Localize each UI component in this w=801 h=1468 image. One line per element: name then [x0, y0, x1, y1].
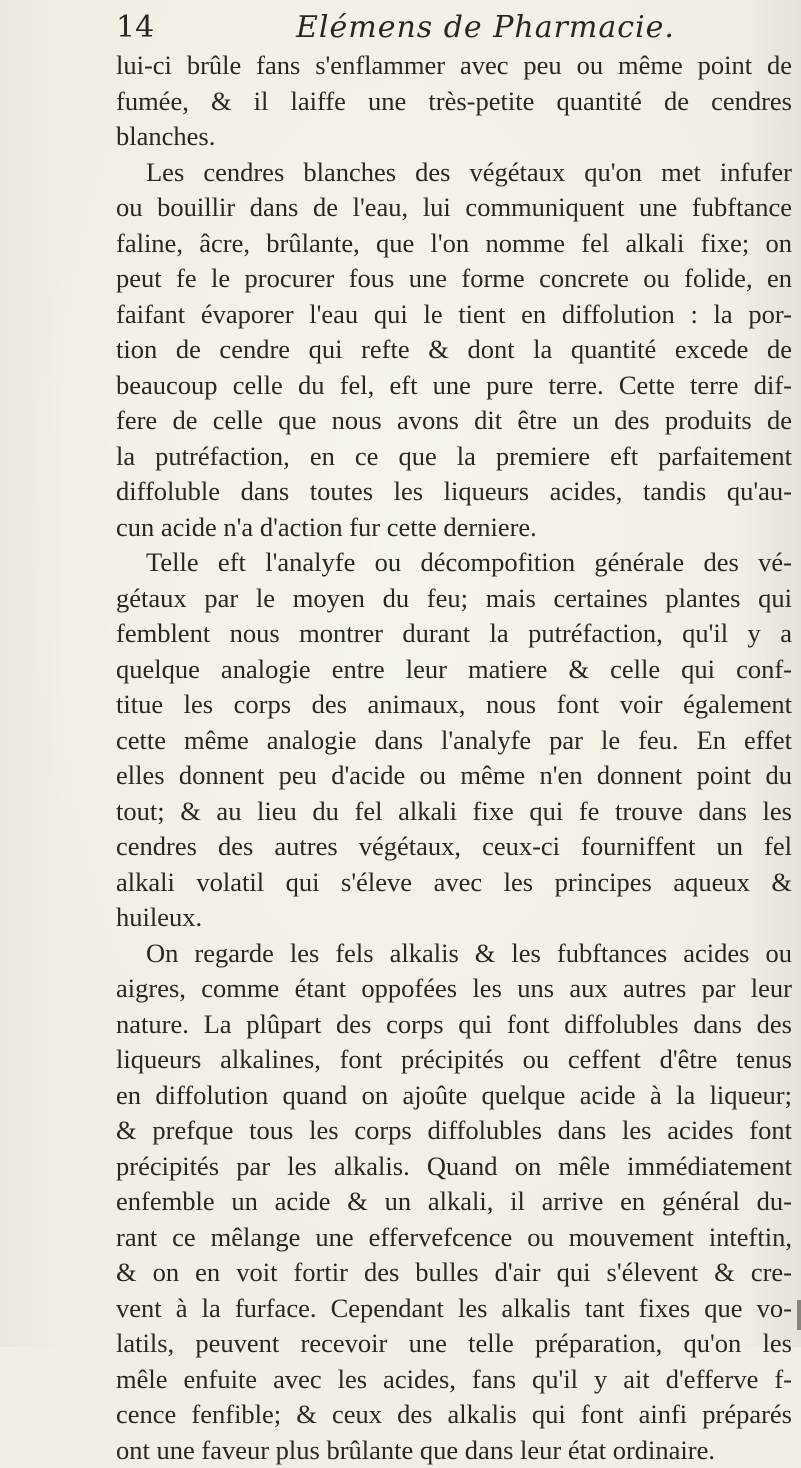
text-line: faline, âcre, brûlante, que l'on nomme fel alkali fixe; on — [116, 226, 792, 262]
text-line: la putréfaction, en ce que la premiere eft parfaitement — [116, 439, 792, 475]
text-line: ou bouillir dans de l'eau, lui communiquent une fubftance — [116, 190, 792, 226]
text-line: elles donnent peu d'acide ou même n'en donnent point du — [116, 758, 792, 794]
text-line: vent à la furface. Cependant les alkalis tant fixes que vo- — [116, 1291, 792, 1327]
text-line: alkali volatil qui s'éleve avec les principes aqueux & — [116, 865, 792, 901]
paragraph-4 — [116, 936, 792, 1468]
text-line: tout; & au lieu du fel alkali fixe qui fe trouve dans les — [116, 794, 792, 830]
page-edge-mark — [797, 1300, 801, 1330]
text-line: Les cendres blanches des végétaux qu'on met infufer — [116, 155, 792, 191]
text-line: On regarde les fels alkalis & les fubftances acides ou — [116, 936, 792, 972]
text-line: & prefque tous les corps diffolubles dans les acides font — [116, 1113, 792, 1149]
text-line: nature. La plûpart des corps qui font diffolubles dans des — [116, 1007, 792, 1043]
text-line: quelque analogie entre leur matiere & celle qui conf- — [116, 652, 792, 688]
paragraph-2 — [116, 155, 792, 546]
text-line: cette même analogie dans l'analyfe par le feu. En effet — [116, 723, 792, 759]
page-header — [116, 10, 777, 46]
text-line: en diffolution quand on ajoûte quelque acide à la liqueur; — [116, 1078, 792, 1114]
text-line: blanches. — [116, 119, 792, 155]
text-line: cun acide n'a d'action fur cette derniere. — [116, 510, 792, 546]
text-line: huileux. — [116, 900, 792, 936]
text-line: mêle enfuite avec les acides, fans qu'il y ait d'efferve f- — [116, 1362, 792, 1398]
text-line: beaucoup celle du fel, eft une pure terre. Cette terre dif- — [116, 368, 792, 404]
text-line: femblent nous montrer durant la putréfaction, qu'il y a — [116, 616, 792, 652]
text-line: faifant évaporer l'eau qui le tient en diffolution : la por- — [116, 297, 792, 333]
text-line: lui-ci brûle fans s'enflammer avec peu ou même point de — [116, 48, 792, 84]
text-line: tion de cendre qui refte & dont la quantité excede de — [116, 332, 792, 368]
text-line: liqueurs alkalines, font précipités ou ceffent d'être tenus — [116, 1042, 792, 1078]
paragraph-1 — [116, 48, 792, 155]
text-line: fere de celle que nous avons dit être un des produits de — [116, 403, 792, 439]
text-line: gétaux par le moyen du feu; mais certaines plantes qui — [116, 581, 792, 617]
text-line: titue les corps des animaux, nous font voir également — [116, 687, 792, 723]
body-text — [116, 48, 792, 1468]
text-line: enfemble un acide & un alkali, il arrive en général du- — [116, 1184, 792, 1220]
text-line: précipités par les alkalis. Quand on mêle immédiatement — [116, 1149, 792, 1185]
page-number: 14 — [116, 10, 154, 46]
text-line: cence fenfible; & ceux des alkalis qui font ainfi préparés — [116, 1397, 792, 1433]
text-line: diffoluble dans toutes les liqueurs acides, tandis qu'au- — [116, 474, 792, 510]
text-line: Telle eft l'analyfe ou décompofition générale des vé- — [116, 545, 792, 581]
text-line: latils, peuvent recevoir une telle préparation, qu'on les — [116, 1326, 792, 1362]
text-line: cendres des autres végétaux, ceux-ci fourniffent un fel — [116, 829, 792, 865]
text-line: fumée, & il laiffe une très-petite quantité de cendres — [116, 84, 792, 120]
running-title: Elémens de Pharmacie. — [296, 10, 675, 46]
text-line: aigres, comme étant oppofées les uns aux autres par leur — [116, 971, 792, 1007]
text-line: & on en voit fortir des bulles d'air qui s'élevent & cre- — [116, 1255, 792, 1291]
text-line: peut fe le procurer fous une forme concrete ou folide, en — [116, 261, 792, 297]
paragraph-3 — [116, 545, 792, 936]
text-line: rant ce mêlange une effervefcence ou mouvement inteftin, — [116, 1220, 792, 1256]
text-line: ont une faveur plus brûlante que dans leur état ordinaire. — [116, 1433, 792, 1468]
